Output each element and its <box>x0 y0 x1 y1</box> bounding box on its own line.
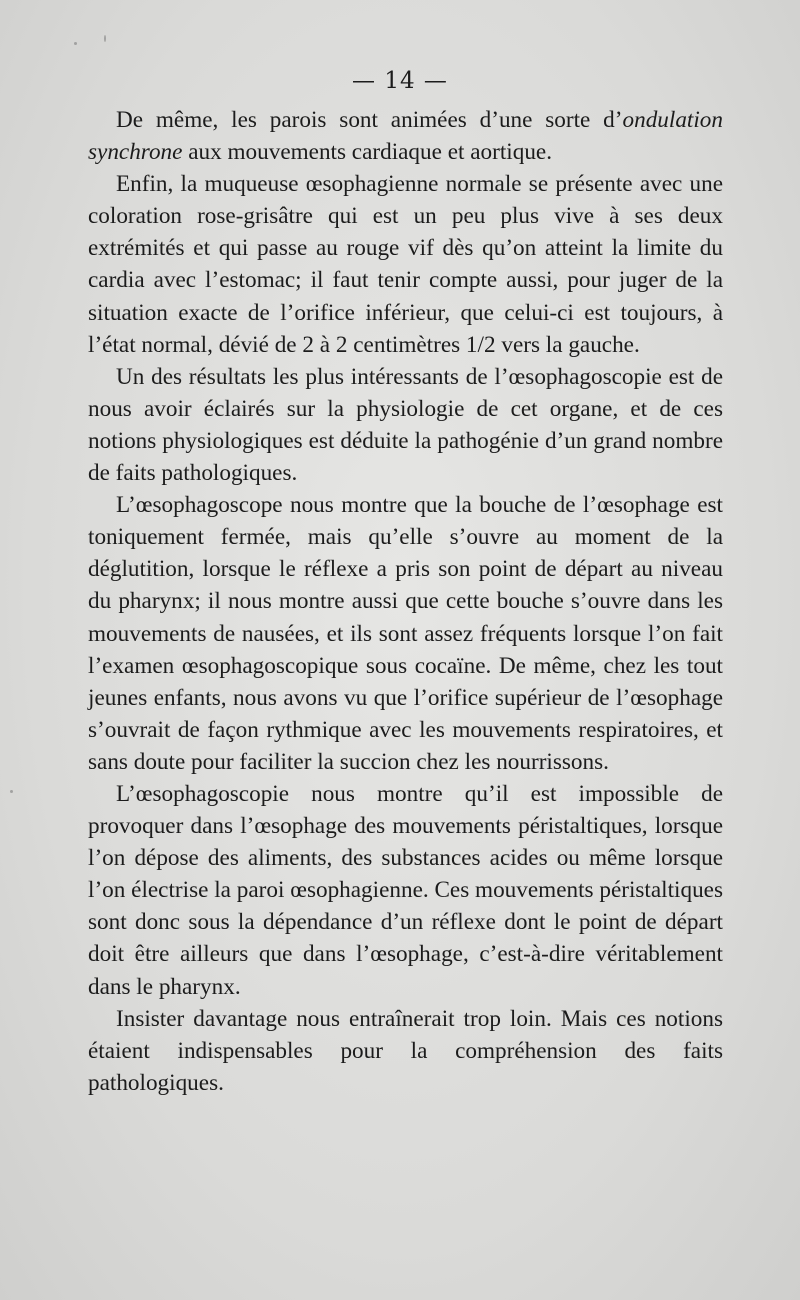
page-number: — 14 — <box>352 68 448 94</box>
print-speck <box>104 35 106 42</box>
paragraph-2: Enfin, la muqueuse œsophagienne normale se présente avec une coloration rose-grisâtre qui est un peu plus vive à ses deux extrémités et qui passe au rouge vif dès qu’on atteint la limite du cardia avec l’estomac; il faut tenir compte aussi, pour juger de la situation exacte de l’orifice inférieur, que celui-ci est toujours, à l’état normal, dévié de 2 à 2 centimètres 1/2 vers la gauche. <box>88 171 723 358</box>
paragraph-3: Un des résultats les plus intéressants de l’œsophagoscopie est de nous avoir éclairés sur la physiologie de cet organe, et de ces notions physiologiques est déduite la pathogénie d’un grand nombre de faits pathologiques. <box>88 363 723 487</box>
paragraph-1-end: aux mouvements cardiaque et aortique. <box>182 139 553 166</box>
paragraph-5: L’œsophagoscopie nous montre qu’il est impossible de provoquer dans l’œsophage des mouvements péristaltiques, lorsque l’on dépose des aliments, des substances acides ou même lorsque l’on électrise la paroi œsophagienne. Ces mouvements péristaltiques sont donc sous la dépendance d’un réflexe dont le point de départ doit être ailleurs que dans l’œsophage, c’est-à-dire véritablement dans le pharynx. <box>88 780 723 1000</box>
body-text <box>88 104 723 1099</box>
print-speck <box>74 42 77 45</box>
paragraph-1-start: De même, les parois sont animées d’une sorte d’ <box>116 107 623 133</box>
paragraph-6: Insister davantage nous entraînerait trop loin. Mais ces notions étaient indispensables pour la compréhension des faits pathologiques. <box>88 1005 723 1096</box>
paragraph-1 <box>88 104 723 168</box>
paragraph-1-emphasis: ondulation synchrone <box>88 107 723 166</box>
paragraph-4: L’œsophagoscope nous montre que la bouche de l’œsophage est toniquement fermée, mais qu’elle s’ouvre au moment de la déglutition, lorsque le réflexe a pris son point de départ au niveau du pharynx; il nous montre aussi que cette bouche s’ouvre dans les mouvements de nausées, et ils sont assez fréquents lorsque l’on fait l’examen œsophagoscopique sous cocaïne. De même, chez les tout jeunes enfants, nous avons vu que l’orifice supérieur de l’œsophage s’ouvrait de façon rythmique avec les mouvements respiratoires, et sans doute pour faciliter la succion chez les nourrissons. <box>88 492 723 775</box>
print-speck <box>10 790 13 793</box>
